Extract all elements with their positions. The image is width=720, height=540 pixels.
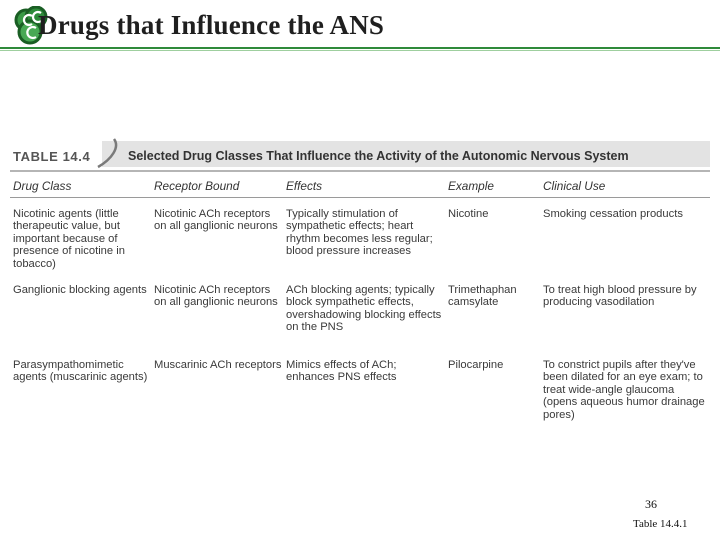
table-cell-receptor: Muscarinic ACh receptors xyxy=(154,359,282,371)
table-cell-example: Pilocarpine xyxy=(448,359,504,371)
table-number: TABLE 14.4 xyxy=(13,149,91,164)
table-cell-example: Trimethaphan camsylate xyxy=(448,284,517,309)
table-reference: Table 14.4.1 xyxy=(633,518,688,530)
slide-title: Drugs that Influence the ANS xyxy=(38,10,385,40)
table-cell-clinical-use: To constrict pupils after they've been dilated for an eye exam; to treat wide-angle glaucoma (opens aqueous humor drainage pores) xyxy=(543,359,705,421)
table-caption: Selected Drug Classes That Influence the Activity of the Autonomic Nervous System xyxy=(128,149,629,163)
swoosh-icon xyxy=(94,137,124,169)
table-cell-clinical-use: Smoking cessation products xyxy=(543,208,683,220)
table-cell-effects: Typically stimulation of sympathetic effects; heart rhythm becomes less regular; blood pressure increases xyxy=(286,208,433,258)
table-top-rule xyxy=(10,170,710,172)
drug-table xyxy=(10,137,710,437)
table-cell-effects: Mimics effects of ACh; enhances PNS effects xyxy=(286,359,397,384)
table-header-rule xyxy=(10,197,710,198)
table-cell-drug-class: Nicotinic agents (little therapeutic value, but important because of presence of nicotine in tobacco) xyxy=(13,208,125,270)
column-header-example: Example xyxy=(448,179,494,193)
table-header xyxy=(10,137,710,169)
column-header-effects: Effects xyxy=(286,179,323,193)
page-number: 36 xyxy=(645,497,657,511)
column-header-clinical-use: Clinical Use xyxy=(543,179,606,193)
title-underline-light xyxy=(0,50,720,51)
table-cell-drug-class: Parasympathomimetic agents (muscarinic agents) xyxy=(13,359,148,384)
table-cell-effects: ACh blocking agents; typically block sympathetic effects, overshadowing blocking effects on the PNS xyxy=(286,284,442,334)
title-underline xyxy=(0,47,720,49)
column-header-receptor-bound: Receptor Bound xyxy=(154,179,240,193)
table-cell-example: Nicotine xyxy=(448,208,489,220)
table-cell-receptor: Nicotinic ACh receptors on all ganglionic neurons xyxy=(154,284,278,309)
column-header-drug-class: Drug Class xyxy=(13,179,72,193)
table-cell-clinical-use: To treat high blood pressure by producing vasodilation xyxy=(543,284,697,309)
table-cell-receptor: Nicotinic ACh receptors on all ganglionic neurons xyxy=(154,208,278,233)
table-cell-drug-class: Ganglionic blocking agents xyxy=(13,284,147,296)
